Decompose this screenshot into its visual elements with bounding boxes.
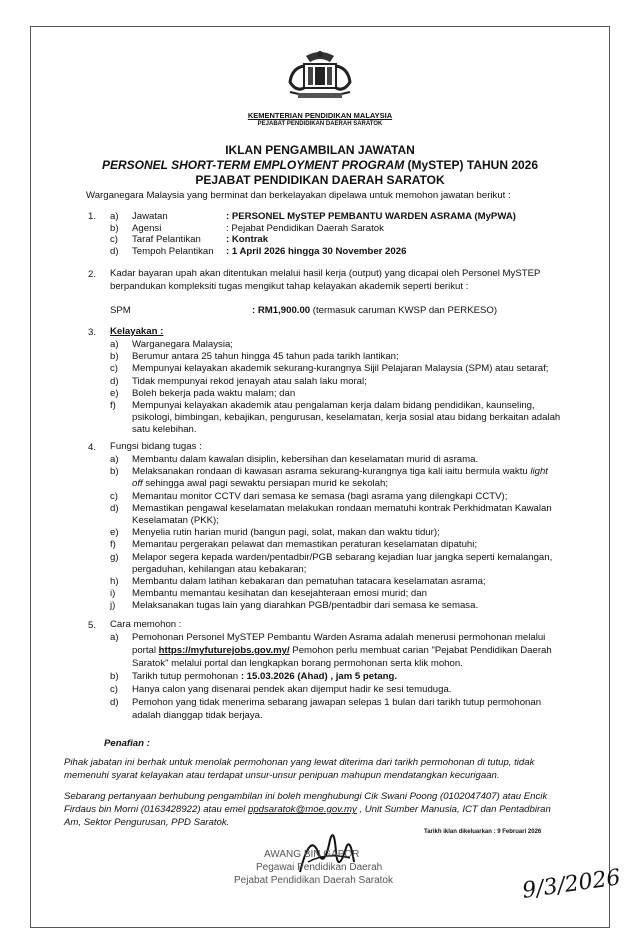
- enquiry-line-2: Firdaus bin Morni (0163428922) atau emel ppdsaratok@moe.gov.my , Unit Sumber Manusia, ICT dan Pentadbiran: [64, 804, 551, 815]
- duty-item-letter: b): [110, 466, 119, 478]
- position-item-letter: d): [110, 245, 119, 257]
- duty-item-text: Melapor segera kepada warden/pentadbir/PGB sebarang kejadian luar jangka seperti kemalangan,: [132, 551, 553, 563]
- duty-item-text: Membantu dalam latihan kebakaran dan pematuhan tatacara keselamatan asrama;: [132, 576, 486, 587]
- duty-item-text: Keselamatan (PKK);: [132, 515, 219, 526]
- ministry-name: KEMENTERIAN PENDIDIKAN MALAYSIA: [247, 111, 393, 120]
- position-item-letter: b): [110, 222, 119, 234]
- duty-item-letter: f): [110, 539, 116, 551]
- ad-title: IKLAN PENGAMBILAN JAWATAN: [225, 143, 415, 157]
- myfuturejobs-link[interactable]: https://myfuturejobs.gov.my/: [158, 645, 290, 656]
- section-5-number: 5.: [88, 620, 97, 631]
- position-item-label: Taraf Pelantikan: [132, 234, 201, 245]
- position-item-label: Tempoh Pelantikan: [132, 245, 214, 257]
- unsuccessful-note-line-2: adalah dianggap tidak berjaya.: [132, 710, 263, 721]
- qualification-item-letter: f): [110, 400, 116, 411]
- section-1-number: 1.: [88, 211, 97, 222]
- position-item-letter: a): [110, 211, 119, 222]
- duty-item-text: Melaksanakan tugas lain yang diarahkan PGB/pentadbir dari semasa ke semasa.: [132, 600, 479, 612]
- how-to-apply-heading: Cara memohon :: [110, 619, 182, 630]
- qualification-item-text: Berumur antara 25 tahun hingga 45 tahun pada tarikh lantikan;: [132, 351, 399, 363]
- duty-item-text: Memantau monitor CCTV dari semasa ke semasa (bagi asrama yang dilengkapi CCTV);: [132, 490, 508, 502]
- apply-item-d-letter: d): [110, 697, 119, 708]
- issue-date: Tarikh iklan dikeluarkan : 9 Februari 2026: [424, 829, 542, 835]
- duty-item-letter: h): [110, 576, 119, 587]
- spm-rate: : RM1,900.00 (termasuk caruman KWSP dan PERKESO): [252, 305, 498, 316]
- qualification-item-letter: a): [110, 339, 119, 350]
- enquiry-email-link[interactable]: ppdsaratok@moe.gov.my: [248, 804, 357, 815]
- apply-item-a-line-1: Pemohonan Personel MySTEP Pembantu Warden Asrama adalah menerusi permohonan melalui: [132, 632, 546, 643]
- apply-item-c-letter: c): [110, 684, 118, 695]
- duty-item-text: Memastikan pengawal keselamatan melakukan rondaan mematuhi kontrak Perkhidmatan Kawalan: [132, 502, 552, 514]
- section-2-number: 2.: [88, 269, 97, 280]
- pay-rate-line-2: berpandukan kompleksiti tugas mengikut tahap kelayakan akademik seperti berikut :: [110, 281, 469, 292]
- signatory-name: AWANG BIN GAPOR: [264, 849, 360, 860]
- disclaimer-line-1: Pihak jabatan ini berhak untuk menolak permohonan yang lewat diterima dari tarikh permohonan di tutup, tidak: [64, 757, 535, 768]
- office-name: PEJABAT PENDIDIKAN DAERAH SARATOK: [257, 121, 383, 127]
- duty-item-text: Melaksanakan rondaan di kawasan asrama sekurang-kurangnya tiga kali iaitu bermula waktu light: [132, 466, 548, 478]
- shortlist-note: Hanya calon yang disenarai pendek akan dijemput hadir ke sesi temuduga.: [132, 684, 452, 695]
- signatory-title: Pegawai Pendidikan Daerah: [256, 862, 383, 873]
- apply-item-a-line-2: portal https://myfuturejobs.gov.my/ Pemohon perlu membuat carian "Pejabat Pendidikan Daerah: [132, 645, 552, 656]
- qualification-item-text: Mempunyai kelayakan akademik sekurang-kurangnya Sijil Pelajaran Malaysia (SPM) atau setaraf;: [132, 363, 549, 375]
- intro-text: Warganegara Malaysia yang berminat dan berkelayakan dipelawa untuk memohon jawatan berikut :: [86, 190, 511, 201]
- qualification-item-letter: d): [110, 375, 119, 387]
- duty-item-letter: a): [110, 454, 119, 465]
- section-4-number: 4.: [88, 442, 97, 453]
- duty-item-text: Membantu memantau kesihatan dan kesejahteraan emosi murid; dan: [132, 588, 427, 600]
- duty-item-letter: c): [110, 490, 118, 502]
- apply-item-a-letter: a): [110, 632, 119, 643]
- position-item-label: Agensi: [132, 222, 162, 234]
- position-item-value: : PERSONEL MySTEP PEMBANTU WARDEN ASRAMA (MyPWA): [226, 211, 516, 222]
- qualification-item-letter: b): [110, 351, 119, 363]
- duty-item-letter: i): [110, 588, 116, 600]
- spm-label: SPM: [110, 305, 131, 316]
- duties-heading: Fungsi bidang tugas :: [110, 441, 202, 452]
- disclaimer-heading: Penafian :: [104, 738, 150, 749]
- qualification-item-text: Boleh bekerja pada waktu malam; dan: [132, 387, 296, 399]
- duty-item-text: pergaduhan, kehilangan atau kebakaran;: [132, 563, 307, 575]
- handwritten-date: 9/3/2026: [520, 865, 623, 904]
- qualification-item-text: satu kelebihan.: [132, 424, 197, 436]
- qualification-item-text: Mempunyai kelayakan akademik atau pengalaman kerja dalam bidang pendidikan, kaunseling,: [132, 400, 535, 411]
- position-item-value: : Kontrak: [226, 234, 269, 245]
- duty-item-letter: e): [110, 527, 119, 539]
- office-title: PEJABAT PENDIDIKAN DAERAH SARATOK: [195, 173, 445, 187]
- position-item-label: Jawatan: [132, 211, 168, 222]
- pay-rate-line-1: Kadar bayaran upah akan ditentukan melalui hasil kerja (output) yang dicapai oleh Personel MySTEP: [110, 268, 541, 279]
- position-item-value: : Pejabat Pendidikan Daerah Saratok: [226, 222, 384, 234]
- enquiry-line-3: Am, Sektor Pengurusan, PPD Saratok.: [64, 817, 230, 828]
- apply-item-b-letter: b): [110, 671, 119, 682]
- enquiry-line-1: Sebarang pertanyaan berhubung pengambilan ini boleh menghubungi Cik Swani Poong (0102047407) atau Encik: [64, 791, 548, 802]
- duty-item-text: Memantau pergerakan pelawat dan memastikan peraturan keselamatan dipatuhi;: [132, 539, 478, 551]
- duty-item-text: Membantu dalam kawalan disiplin, kebersihan dan keselamatan murid di asrama.: [132, 454, 479, 465]
- qualifications-heading: Kelayakan :: [110, 326, 164, 337]
- program-title: PERSONEL SHORT-TERM EMPLOYMENT PROGRAM (MySTEP) TAHUN 2026: [101, 158, 539, 172]
- position-item-value: : 1 April 2026 hingga 30 November 2026: [226, 245, 407, 257]
- duty-item-letter: d): [110, 502, 119, 514]
- qualification-item-text: Warganegara Malaysia;: [132, 339, 233, 350]
- position-item-letter: c): [110, 234, 118, 245]
- malaysia-crest-logo: [268, 48, 372, 108]
- qualification-item-letter: c): [110, 363, 118, 375]
- duty-item-letter: g): [110, 551, 119, 563]
- duty-item-letter: j): [110, 600, 116, 612]
- qualification-item-text: Tidak mempunyai rekod jenayah atau salah laku moral;: [132, 375, 367, 387]
- qualification-item-letter: e): [110, 387, 119, 399]
- closing-date: Tarikh tutup permohonan : 15.03.2026 (Ahad) , jam 5 petang.: [132, 671, 398, 682]
- signatory-office: Pejabat Pendidikan Daerah Saratok: [234, 875, 393, 886]
- disclaimer-line-2: memenuhi syarat kelayakan atau terdapat unsur-unsur penipuan mahupun mendatangkan kecurigaan.: [64, 770, 500, 781]
- unsuccessful-note-line-1: Pemohon yang tidak menerima sebarang jawapan selepas 1 bulan dari tarikh tutup permohonan: [132, 697, 542, 708]
- section-3-number: 3.: [88, 327, 97, 338]
- apply-item-a-line-3: Saratok" melalui portal dan lengkapkan borang permohonan serta klik mohon.: [132, 658, 463, 669]
- duty-item-text: off sehingga awal pagi sewaktu persiapan murid ke sekolah;: [132, 478, 388, 490]
- qualification-item-text: psikologi, bimbingan, kebajikan, pengurusan, keselamatan, kerja sosial atau bidang berkaitan adalah: [132, 412, 561, 424]
- duty-item-text: Menyelia rutin harian murid (bangun pagi, solat, makan dan waktu tidur);: [132, 527, 440, 539]
